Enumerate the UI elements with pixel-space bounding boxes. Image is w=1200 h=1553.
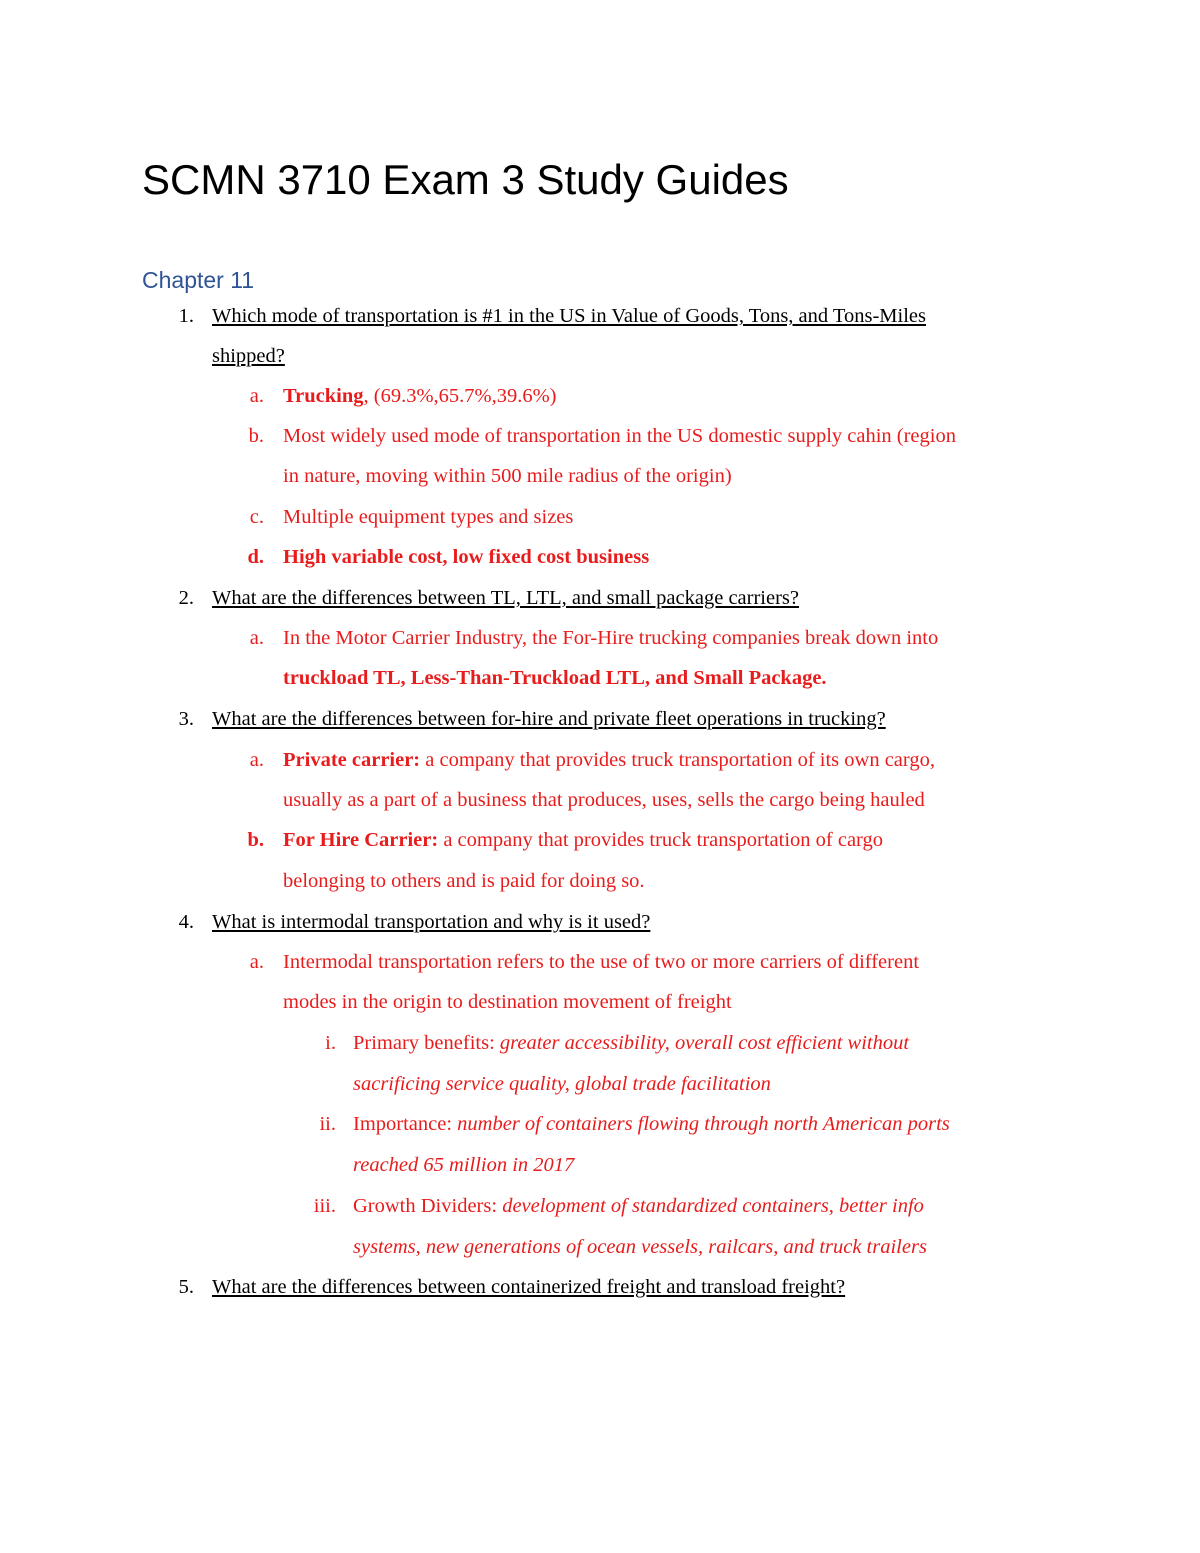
sub-answer-italic: development of standardized containers, better info (502, 1195, 924, 1217)
answer-marker: b. (247, 829, 264, 851)
question-1-text-cont: shipped? (212, 345, 285, 367)
question-5-text: What are the differences between containerized freight and transload freight? (212, 1276, 846, 1298)
answer-3a-bold: Private carrier: (283, 749, 421, 771)
answer-1b-cont: in nature, moving within 500 mile radius of the origin) (283, 465, 732, 487)
answer-3b-bold: For Hire Carrier: (283, 829, 439, 851)
question-2-text: What are the differences between TL, LTL, and small package carriers? (212, 587, 800, 609)
question-number: 5. (178, 1276, 194, 1298)
sub-answer-italic: greater accessibility, overall cost efficient without (499, 1032, 910, 1054)
sub-answer-4a-iii (353, 1186, 924, 1226)
question-number: 4. (178, 911, 194, 933)
question-1-text: Which mode of transportation is #1 in the US in Value of Goods, Tons, and Tons-Miles (212, 305, 926, 327)
answer-marker: c. (249, 506, 264, 528)
answer-marker: a. (249, 385, 264, 407)
answer-marker: b. (248, 425, 264, 447)
sub-answer-4a-i-cont: sacrificing service quality, global trade facilitation (353, 1073, 771, 1095)
answer-3b-cont: belonging to others and is paid for doing so. (283, 870, 645, 892)
answer-1d: High variable cost, low fixed cost business (283, 546, 650, 568)
question-3-text: What are the differences between for-hire and private fleet operations in trucking? (212, 708, 886, 730)
page-title: SCMN 3710 Exam 3 Study Guides (142, 156, 789, 203)
sub-answer-marker: iii. (313, 1195, 336, 1217)
sub-answer-label: Importance: (353, 1113, 458, 1135)
answer-3a-cont: usually as a part of a business that produces, uses, sells the cargo being hauled (283, 789, 925, 811)
sub-answer-marker: ii. (319, 1113, 336, 1135)
answer-1a-bold: Trucking (283, 385, 364, 407)
sub-answer-4a-iii-cont: systems, new generations of ocean vessels, railcars, and truck trailers (353, 1236, 927, 1258)
question-4-text: What is intermodal transportation and why is it used? (212, 911, 651, 933)
answer-marker: d. (247, 546, 264, 568)
sub-answer-4a-i (353, 1023, 909, 1063)
answer-3a (283, 740, 935, 780)
answer-3a-text: a company that provides truck transportation of its own cargo, (420, 749, 935, 771)
answer-2a: In the Motor Carrier Industry, the For-Hire trucking companies break down into (283, 627, 939, 649)
answer-1c: Multiple equipment types and sizes (283, 506, 574, 528)
answer-1a-text: , (69.3%,65.7%,39.6%) (363, 385, 557, 407)
question-number: 3. (178, 708, 194, 730)
answer-3b-text: a company that provides truck transportation of cargo (438, 829, 883, 851)
answer-1b: Most widely used mode of transportation in the US domestic supply cahin (region (283, 425, 956, 447)
sub-answer-italic: number of containers flowing through north American ports (457, 1113, 950, 1135)
sub-answer-marker: i. (325, 1032, 336, 1054)
question-number: 2. (178, 587, 194, 609)
sub-answer-4a-ii-cont: reached 65 million in 2017 (353, 1154, 575, 1176)
chapter-heading: Chapter 11 (142, 267, 255, 293)
answer-3b (283, 820, 883, 860)
answer-1a (283, 376, 557, 416)
answer-marker: a. (249, 627, 264, 649)
answer-marker: a. (249, 749, 264, 771)
sub-answer-label: Growth Dividers: (353, 1195, 503, 1217)
answer-2a-bold: truckload TL, Less-Than-Truckload LTL, and Small Package. (283, 667, 827, 689)
question-number: 1. (178, 305, 194, 327)
sub-answer-label: Primary benefits: (353, 1032, 500, 1054)
answer-4a: Intermodal transportation refers to the use of two or more carriers of different (283, 951, 920, 973)
sub-answer-4a-ii (353, 1104, 950, 1144)
answer-marker: a. (249, 951, 264, 973)
answer-4a-cont: modes in the origin to destination movement of freight (283, 991, 732, 1013)
